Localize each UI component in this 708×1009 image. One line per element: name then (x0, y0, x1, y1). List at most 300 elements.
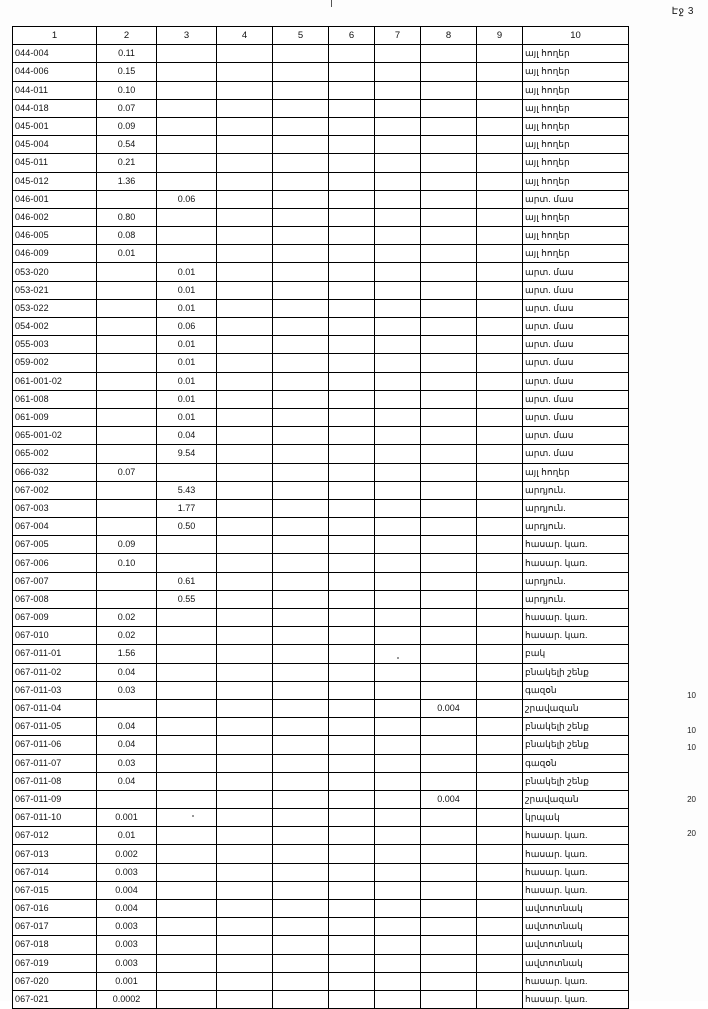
cell-col3 (157, 136, 217, 154)
cell-col5 (273, 408, 329, 426)
cell-col6 (329, 590, 375, 608)
cell-col9 (477, 263, 523, 281)
cell-col7 (375, 336, 421, 354)
cell-col5 (273, 208, 329, 226)
cell-col6 (329, 900, 375, 918)
table-row (13, 845, 629, 863)
cell-col4 (217, 881, 273, 899)
cell-col6 (329, 627, 375, 645)
cell-description: այլ հողեր (523, 81, 629, 99)
table-row (13, 699, 629, 717)
cell-col8 (421, 427, 477, 445)
cell-col4 (217, 736, 273, 754)
cell-col3 (157, 45, 217, 63)
cell-description: գազօն (523, 681, 629, 699)
cell-col6 (329, 499, 375, 517)
cell-col3: 1.77 (157, 499, 217, 517)
cell-col6 (329, 881, 375, 899)
page-number-label: Էջ 3 (671, 6, 694, 17)
margin-note: 20 (687, 795, 696, 804)
table-row (13, 881, 629, 899)
cell-col5 (273, 809, 329, 827)
cell-col2: 0.04 (97, 736, 157, 754)
cell-col3: 0.01 (157, 336, 217, 354)
cell-col3 (157, 172, 217, 190)
cell-col7 (375, 863, 421, 881)
cell-col4 (217, 463, 273, 481)
cell-col8 (421, 154, 477, 172)
cell-col9 (477, 190, 523, 208)
table-row (13, 190, 629, 208)
table-row (13, 681, 629, 699)
cell-col7 (375, 190, 421, 208)
cell-col8 (421, 499, 477, 517)
cell-col6 (329, 809, 375, 827)
cell-col9 (477, 208, 523, 226)
cell-description: արտ. մաս (523, 445, 629, 463)
cell-col7 (375, 136, 421, 154)
cell-col7 (375, 299, 421, 317)
cell-col2: 0.04 (97, 663, 157, 681)
cell-col9 (477, 99, 523, 117)
cell-col5 (273, 900, 329, 918)
cell-col6 (329, 863, 375, 881)
cell-col9 (477, 918, 523, 936)
cell-col7 (375, 881, 421, 899)
cell-col8: 0.004 (421, 699, 477, 717)
cell-col4 (217, 99, 273, 117)
cell-col4 (217, 263, 273, 281)
cell-col5 (273, 427, 329, 445)
cell-code: 053-022 (13, 299, 97, 317)
cell-col8 (421, 990, 477, 1008)
cell-col3 (157, 536, 217, 554)
cell-col5 (273, 463, 329, 481)
cell-col8 (421, 663, 477, 681)
cell-col3 (157, 99, 217, 117)
cell-col3 (157, 790, 217, 808)
cell-col4 (217, 136, 273, 154)
cell-col7 (375, 900, 421, 918)
cell-code: 067-009 (13, 609, 97, 627)
cell-col9 (477, 554, 523, 572)
cell-description: հասար. կառ. (523, 881, 629, 899)
cell-col6 (329, 681, 375, 699)
table-row (13, 754, 629, 772)
cell-col6 (329, 790, 375, 808)
cell-col9 (477, 736, 523, 754)
cell-col5 (273, 845, 329, 863)
cell-col2: 0.21 (97, 154, 157, 172)
cell-col7 (375, 481, 421, 499)
cell-col2: 0.01 (97, 245, 157, 263)
cell-col9 (477, 354, 523, 372)
cell-description: հասար. կառ. (523, 972, 629, 990)
land-registry-table (12, 26, 629, 1009)
cell-col4 (217, 954, 273, 972)
cell-code: 067-011-09 (13, 790, 97, 808)
table-row (13, 990, 629, 1008)
column-header-7: 7 (375, 27, 421, 45)
cell-col2 (97, 408, 157, 426)
cell-col3 (157, 936, 217, 954)
table-row (13, 499, 629, 517)
cell-code: 055-003 (13, 336, 97, 354)
cell-col8 (421, 99, 477, 117)
column-header-9: 9 (477, 27, 523, 45)
cell-col8 (421, 318, 477, 336)
cell-code: 067-011-05 (13, 718, 97, 736)
cell-col7 (375, 754, 421, 772)
cell-col9 (477, 972, 523, 990)
cell-col6 (329, 245, 375, 263)
cell-code: 067-018 (13, 936, 97, 954)
cell-col2: 0.001 (97, 972, 157, 990)
table-row (13, 172, 629, 190)
cell-code: 044-011 (13, 81, 97, 99)
cell-description: հասար. կառ. (523, 845, 629, 863)
table-row (13, 136, 629, 154)
cell-code: 067-017 (13, 918, 97, 936)
cell-col5 (273, 81, 329, 99)
cell-col5 (273, 990, 329, 1008)
cell-col4 (217, 63, 273, 81)
cell-col7 (375, 172, 421, 190)
cell-code: 061-001-02 (13, 372, 97, 390)
cell-col4 (217, 354, 273, 372)
cell-description: արտ. մաս (523, 427, 629, 445)
cell-col5 (273, 281, 329, 299)
cell-col9 (477, 536, 523, 554)
cell-col8 (421, 845, 477, 863)
cell-col7 (375, 645, 421, 663)
cell-col5 (273, 445, 329, 463)
cell-description: արտ. մաս (523, 372, 629, 390)
cell-code: 046-001 (13, 190, 97, 208)
cell-code: 045-011 (13, 154, 97, 172)
cell-col4 (217, 972, 273, 990)
cell-col7 (375, 117, 421, 135)
cell-code: 067-011-08 (13, 772, 97, 790)
cell-col7 (375, 699, 421, 717)
cell-col2: 0.04 (97, 718, 157, 736)
cell-col8 (421, 954, 477, 972)
cell-col4 (217, 699, 273, 717)
column-header-2: 2 (97, 27, 157, 45)
cell-col6 (329, 554, 375, 572)
cell-col7 (375, 718, 421, 736)
cell-col8 (421, 81, 477, 99)
cell-description: այլ հողեր (523, 99, 629, 117)
cell-col9 (477, 45, 523, 63)
cell-description: շրավազան (523, 699, 629, 717)
cell-col8 (421, 572, 477, 590)
table-row (13, 427, 629, 445)
cell-col3: 0.06 (157, 190, 217, 208)
cell-col3 (157, 208, 217, 226)
table-row (13, 336, 629, 354)
cell-code: 067-013 (13, 845, 97, 863)
cell-description: արտ. մաս (523, 408, 629, 426)
cell-col7 (375, 427, 421, 445)
cell-col2 (97, 499, 157, 517)
cell-col5 (273, 663, 329, 681)
cell-col7 (375, 972, 421, 990)
cell-description: ավտոտնակ (523, 900, 629, 918)
cell-code: 065-002 (13, 445, 97, 463)
cell-col5 (273, 481, 329, 499)
cell-code: 045-001 (13, 117, 97, 135)
cell-description: շրավազան (523, 790, 629, 808)
cell-description: այլ հողեր (523, 227, 629, 245)
cell-col8 (421, 299, 477, 317)
cell-code: 053-020 (13, 263, 97, 281)
cell-col4 (217, 772, 273, 790)
cell-code: 067-020 (13, 972, 97, 990)
cell-col7 (375, 245, 421, 263)
cell-col7 (375, 572, 421, 590)
cell-code: 054-002 (13, 318, 97, 336)
cell-col5 (273, 572, 329, 590)
cell-code: 044-004 (13, 45, 97, 63)
cell-col5 (273, 863, 329, 881)
cell-code: 067-012 (13, 827, 97, 845)
cell-description: արտ. մաս (523, 390, 629, 408)
column-header-1: 1 (13, 27, 97, 45)
cell-col9 (477, 900, 523, 918)
cell-col8 (421, 336, 477, 354)
cell-col2: 0.09 (97, 536, 157, 554)
cell-col2: 0.004 (97, 900, 157, 918)
cell-description: գազօն (523, 754, 629, 772)
cell-col4 (217, 172, 273, 190)
cell-col8 (421, 136, 477, 154)
cell-col8 (421, 227, 477, 245)
cell-col7 (375, 45, 421, 63)
cell-col3 (157, 718, 217, 736)
cell-col9 (477, 772, 523, 790)
cell-description: ավտոտնակ (523, 918, 629, 936)
cell-col9 (477, 590, 523, 608)
cell-col7 (375, 372, 421, 390)
cell-code: 066-032 (13, 463, 97, 481)
cell-description: այլ հողեր (523, 463, 629, 481)
cell-code: 065-001-02 (13, 427, 97, 445)
cell-col3 (157, 699, 217, 717)
cell-col2: 0.10 (97, 81, 157, 99)
cell-col7 (375, 354, 421, 372)
cell-description: արտ. մաս (523, 354, 629, 372)
cell-col2: 0.02 (97, 627, 157, 645)
cell-code: 067-015 (13, 881, 97, 899)
cell-col8 (421, 918, 477, 936)
cell-col6 (329, 154, 375, 172)
cell-col7 (375, 590, 421, 608)
cell-col2 (97, 336, 157, 354)
cell-code: 046-005 (13, 227, 97, 245)
cell-col8 (421, 245, 477, 263)
cell-col3 (157, 809, 217, 827)
cell-code: 067-019 (13, 954, 97, 972)
cell-col5 (273, 372, 329, 390)
cell-col9 (477, 845, 523, 863)
cell-col4 (217, 208, 273, 226)
cell-col5 (273, 336, 329, 354)
cell-col7 (375, 81, 421, 99)
cell-description: բնակելի շենք (523, 772, 629, 790)
cell-col6 (329, 518, 375, 536)
cell-col4 (217, 481, 273, 499)
cell-col5 (273, 681, 329, 699)
table-row (13, 390, 629, 408)
table-row (13, 318, 629, 336)
cell-col6 (329, 208, 375, 226)
cell-col4 (217, 663, 273, 681)
cell-col9 (477, 936, 523, 954)
table-row (13, 572, 629, 590)
margin-notes (636, 26, 702, 986)
cell-col5 (273, 99, 329, 117)
cell-col3 (157, 863, 217, 881)
cell-col3 (157, 772, 217, 790)
cell-description: հասար. կառ. (523, 627, 629, 645)
cell-col7 (375, 990, 421, 1008)
cell-col7 (375, 463, 421, 481)
cell-col7 (375, 936, 421, 954)
column-header-8: 8 (421, 27, 477, 45)
cell-col9 (477, 372, 523, 390)
cell-code: 067-021 (13, 990, 97, 1008)
cell-col2 (97, 263, 157, 281)
cell-col9 (477, 863, 523, 881)
cell-col9 (477, 245, 523, 263)
cell-col6 (329, 99, 375, 117)
cell-col5 (273, 154, 329, 172)
cell-col8 (421, 481, 477, 499)
cell-col7 (375, 445, 421, 463)
cell-col4 (217, 990, 273, 1008)
cell-col6 (329, 645, 375, 663)
cell-col4 (217, 408, 273, 426)
cell-col3: 9.54 (157, 445, 217, 463)
cell-col9 (477, 481, 523, 499)
cell-col6 (329, 81, 375, 99)
cell-col8 (421, 972, 477, 990)
cell-col2 (97, 572, 157, 590)
cell-col7 (375, 99, 421, 117)
cell-col2: 0.003 (97, 863, 157, 881)
cell-description: հասար. կառ. (523, 609, 629, 627)
cell-col8 (421, 518, 477, 536)
cell-col5 (273, 718, 329, 736)
cell-col6 (329, 972, 375, 990)
cell-col3 (157, 663, 217, 681)
cell-col9 (477, 790, 523, 808)
cell-col4 (217, 754, 273, 772)
cell-col2: 0.80 (97, 208, 157, 226)
cell-col5 (273, 354, 329, 372)
margin-note: 10 (687, 743, 696, 752)
cell-col7 (375, 518, 421, 536)
table-row (13, 208, 629, 226)
table-row (13, 863, 629, 881)
cell-col5 (273, 954, 329, 972)
cell-description: հասար. կառ. (523, 863, 629, 881)
cell-col4 (217, 609, 273, 627)
cell-col3 (157, 881, 217, 899)
cell-col9 (477, 518, 523, 536)
cell-col7 (375, 918, 421, 936)
cell-col8 (421, 772, 477, 790)
cell-col7 (375, 954, 421, 972)
cell-col6 (329, 481, 375, 499)
cell-col9 (477, 809, 523, 827)
cell-col6 (329, 190, 375, 208)
cell-col8 (421, 900, 477, 918)
cell-col3 (157, 918, 217, 936)
cell-col2 (97, 299, 157, 317)
cell-col8 (421, 936, 477, 954)
cell-col8 (421, 263, 477, 281)
cell-col8 (421, 590, 477, 608)
cell-col8 (421, 45, 477, 63)
cell-col4 (217, 117, 273, 135)
cell-col6 (329, 463, 375, 481)
cell-col7 (375, 390, 421, 408)
cell-code: 067-008 (13, 590, 97, 608)
cell-col5 (273, 627, 329, 645)
cell-col2: 0.15 (97, 63, 157, 81)
cell-col6 (329, 372, 375, 390)
cell-col6 (329, 718, 375, 736)
margin-note: 10 (687, 726, 696, 735)
cell-col4 (217, 245, 273, 263)
cell-col9 (477, 408, 523, 426)
cell-code: 067-016 (13, 900, 97, 918)
table-row (13, 954, 629, 972)
cell-description: այլ հողեր (523, 245, 629, 263)
cell-description: հասար. կառ. (523, 536, 629, 554)
cell-col4 (217, 427, 273, 445)
cell-code: 044-006 (13, 63, 97, 81)
cell-col9 (477, 754, 523, 772)
cell-col7 (375, 63, 421, 81)
cell-col2: 0.004 (97, 881, 157, 899)
cell-col3 (157, 63, 217, 81)
cell-col3 (157, 972, 217, 990)
cell-description: այլ հողեր (523, 208, 629, 226)
margin-note: 20 (687, 829, 696, 838)
cell-col6 (329, 918, 375, 936)
cell-col2: 0.02 (97, 609, 157, 627)
cell-col6 (329, 136, 375, 154)
cell-col2: 0.54 (97, 136, 157, 154)
cell-col2 (97, 354, 157, 372)
cell-col4 (217, 900, 273, 918)
cell-col5 (273, 645, 329, 663)
cell-col4 (217, 445, 273, 463)
cell-col3: 0.06 (157, 318, 217, 336)
cell-col4 (217, 918, 273, 936)
cell-col5 (273, 754, 329, 772)
cell-col2 (97, 427, 157, 445)
cell-col6 (329, 827, 375, 845)
cell-col3 (157, 736, 217, 754)
cell-col3 (157, 645, 217, 663)
table-row (13, 63, 629, 81)
cell-col4 (217, 790, 273, 808)
cell-col5 (273, 299, 329, 317)
